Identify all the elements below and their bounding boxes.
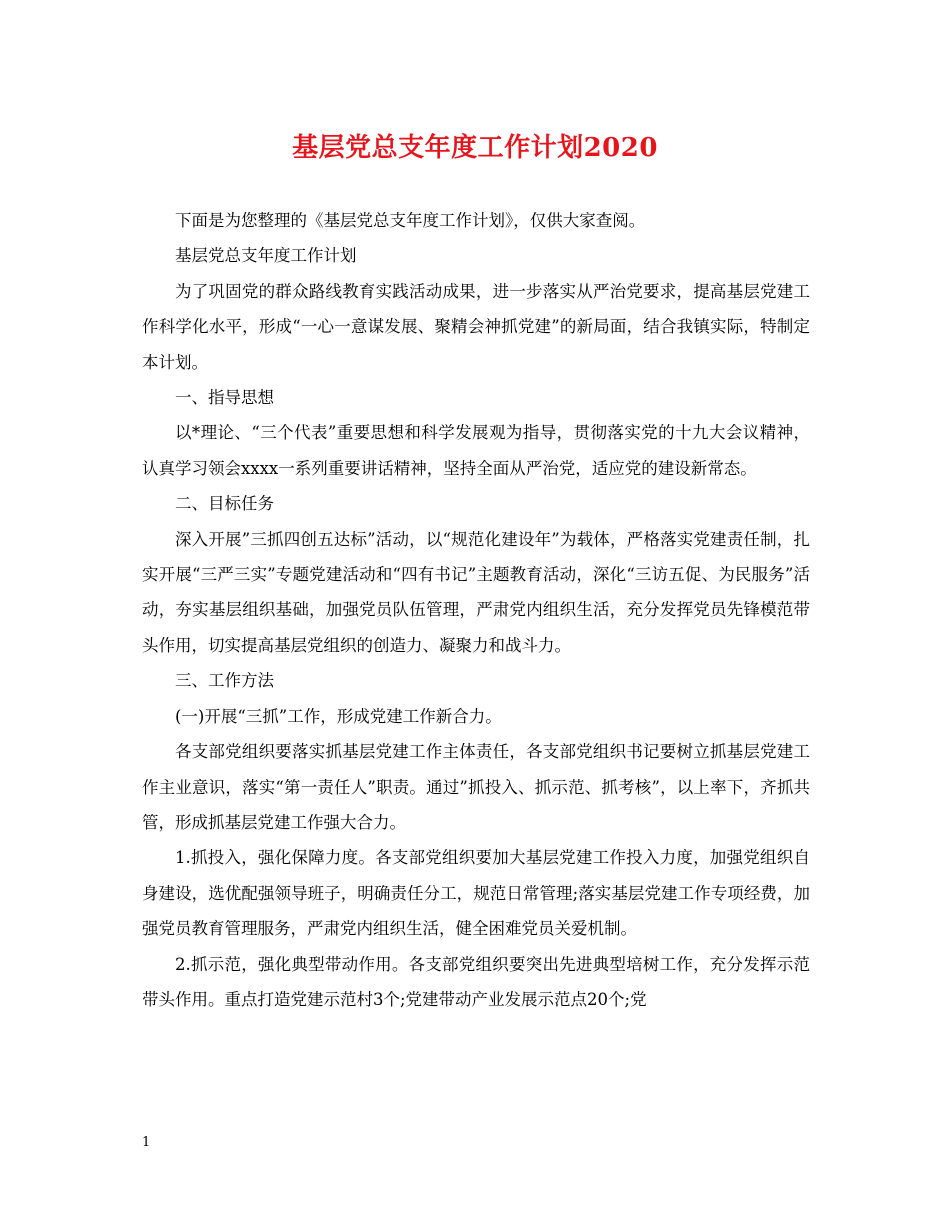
page-number: 1 bbox=[142, 1135, 151, 1150]
paragraph: 基层党总支年度工作计划 bbox=[175, 246, 357, 266]
paragraph: 下面是为您整理的《基层党总支年度工作计划》，仅供大家查阅。 bbox=[175, 211, 646, 230]
section-heading: 三、工作方法 bbox=[175, 671, 274, 691]
paragraph: 1.抓投入，强化保障力度。各支部党组织要加大基层党建工作投入力度，加强党组织自身建设，选优配强领导班子，明确责任分工，规范日常管理;落实基层党建工作专项经费，加强党员教育管理服务，严肃党内组织生活，健全困难党员关爱机制。 bbox=[142, 848, 810, 939]
paragraph: 2.抓示范，强化典型带动作用。各支部党组织要突出先进典型培树工作，充分发挥示范带头作用。重点打造党建示范村3个;党建带动产业发展示范点20个;党 bbox=[142, 954, 810, 1009]
subsection-heading: (一)开展“三抓”工作，形成党建工作新合力。 bbox=[175, 706, 502, 726]
paragraph: 深入开展”三抓四创五达标”活动，以“规范化建设年”为载体，严格落实党建责任制，扎实开展“三严三实”专题党建活动和“四有书记”主题教育活动，深化“三访五促、为民服务”活动，夯实基层组织基础，加强党员队伍管理，严肃党内组织生活，充分发挥党员先锋模范带头作用，切实提高基层党组织的创造力、凝聚力和战斗力。 bbox=[142, 529, 810, 655]
paragraph: 为了巩固党的群众路线教育实践活动成果，进一步落实从严治党要求，提高基层党建工作科学化水平，形成“一心一意谋发展、聚精会神抓党建”的新局面，结合我镇实际，特制定本计划。 bbox=[142, 281, 810, 372]
document-title: 基层党总支年度工作计划2020 bbox=[292, 133, 658, 163]
paragraph: 各支部党组织要落实抓基层党建工作主体责任，各支部党组织书记要树立抓基层党建工作主业意识，落实“第一责任人”职责。通过”抓投入、抓示范、抓考核”，以上率下，齐抓共管，形成抓基层党建工作强大合力。 bbox=[142, 742, 810, 832]
paragraph: 以*理论、“三个代表”重要思想和科学发展观为指导，贯彻落实党的十九大会议精神，认真学习领会xxxx一系列重要讲话精神，坚持全面从严治党，适应党的建设新常态。 bbox=[142, 423, 810, 478]
document-body bbox=[142, 203, 810, 1017]
section-heading: 一、指导思想 bbox=[175, 388, 274, 408]
section-heading: 二、目标任务 bbox=[175, 494, 274, 514]
